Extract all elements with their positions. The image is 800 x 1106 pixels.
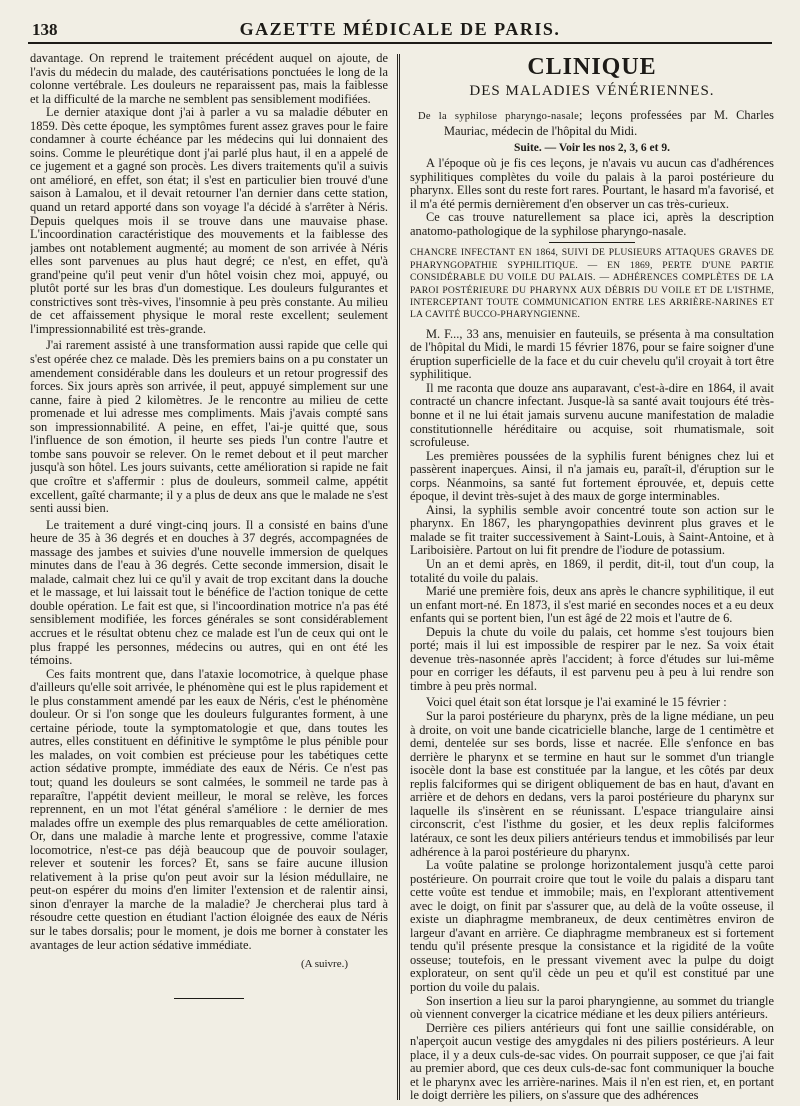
right-column	[410, 52, 774, 1102]
section-subtitle: DES MALADIES VÉNÉRIENNES.	[469, 83, 715, 99]
divider-rule	[549, 242, 635, 243]
paragraph: Son insertion a lieu sur la paroi pharyngienne, au sommet du triangle où viennent converger la cicatrice médiane et les deux piliers antérieurs.	[410, 993, 774, 1022]
paragraph: La voûte palatine se prolonge horizontalement jusqu'à cette paroi postérieure. On pourrait croire que tout le voile du palais a disparu tant cette voûte est tendue et immobile; mais, en l'explorant attentivement avec le doigt, on finit par s'assurer que, au delà de la voûte osseuse, il existe un diaphragme membraneux, de deux centimètres environ de largeur d'avant en arrière. Ce diaphragme membraneux est si fortement tendu qu'il présente presque la consistance et la rigidité de la voûte osseuse; toutefois, en le pressant vivement avec la pulpe du doigt explorateur, on sent qu'il cède un peu et qu'il est constitué par une portion du voile du palais.	[410, 858, 774, 994]
paragraph: Depuis la chute du voile du palais, cet homme s'est toujours bien porté; mais il lui est impossible de respirer par le nez. Sa voix était devenue très-nasonnée après l'accident; à force d'études sur lui-même pour en corriger les défauts, il est parvenu peu à peu à lui rendre son timbre à peu près normal.	[410, 624, 774, 693]
paragraph: Il me raconta que douze ans auparavant, c'est-à-dire en 1864, il avait contracté un chancre infectant. Jusque-là sa santé avait toujours été très-bonne et il ne lui était jamais survenu aucune manifestation de maladie constitutionnelle héréditaire ou acquise, soit rhumatismale, soit scrofuleuse.	[410, 380, 774, 450]
to-be-continued: (A suivre.)	[300, 958, 348, 971]
paragraph: Sur la paroi postérieure du pharynx, près de la ligne médiane, un peu à droite, on voit une bande cicatricielle blanche, large de 1 centimètre et demi, dentelée sur ses bords, lisse et nacrée. Elle s'enfonce en bas derrière le pharynx et se termine en haut sur le sommet d'un triangle isocèle dont la base est constituée par la langue, et les côtés par deux replis falciformes qui se dirigent obliquement de bas en haut, d'avant en arrière et de dehors en dedans, vers la paroi postérieure du pharynx sur laquelle ils s'insèrent en se réunissant. L'espace triangulaire ainsi circonscrit, c'est l'isthme du gosier, et les deux replis falciformes latéraux, ce sont les deux piliers antérieurs tendus et immobilisés par leur adhérence à la paroi postérieure du pharynx.	[410, 709, 774, 859]
left-column	[30, 52, 388, 1100]
paragraph: Ces faits montrent que, dans l'ataxie locomotrice, à quelque phase d'ailleurs qu'elle soit arrivée, le phénomène qui est le plus rapidement et le plus constamment amendé par les eaux de Néris, c'est le phénomène douleur. Or si l'on songe que les douleurs fulgurantes forment, à une certaine période, toute la symptomatologie et que, dans toutes les autres, elles constituent en définitive le symptôme le plus pénible pour les malades, on voit combien est précieuse pour les tabétiques cette action sédative prompte, immédiate des eaux de Néris. Ce n'est pas tout; quand les douleurs se sont calmées, le sommeil ne tarde pas à reparaître, l'appétit devient meilleur, le moral se relève, les forces reprennent, en un mot l'état général s'améliore : le dernier de mes malades offre un exemple des plus remarquables de cette amélioration. Or, dans une maladie à marche lente et progressive, comme l'ataxie locomotrice, n'est-ce pas déjà beaucoup que de pouvoir soulager, relever et soutenir les forces? Et, sans se faire aucune illusion relativement à la prise qu'on peut avoir sur la lésion médullaire, ne peut-on espérer du moins d'en limiter l'extension et de ralentir ainsi, sinon d'enrayer la marche de la maladie? Je chercherai plus tard à résoudre cette question en étudiant l'action éloignée des eaux de Néris sur le tabes dorsalis; pour le moment, je dois me borner à constater les avantages de leur action sédative immédiate.	[30, 666, 388, 952]
end-rule	[174, 998, 244, 999]
page-header	[28, 18, 772, 40]
paragraph: Un an et demi après, en 1869, il perdit, dit-il, tout d'un coup, la totalité du voile du palais.	[410, 557, 774, 585]
case-title: CHANCRE INFECTANT EN 1864, SUIVI DE PLUSIEURS ATTAQUES GRAVES DE PHARYNGOPATHIE SYPHILITIQUE. — EN 1869, PERTE D'UNE PARTIE CONSIDÉRABLE DU VOILE DU PALAIS. — ADHÉRENCES COMPLÈTES DE LA PAROI POSTÉRIEURE DU PHARYNX AUX DÉBRIS DU VOILE ET DE L'ISTHME, INTERCEPTANT TOUTE COMMUNICATION ENTRE LES ARRIÈRE-NARINES ET LA CAVITÉ BUCCO-PHARYNGIENNE.	[410, 247, 774, 321]
paragraph: M. F..., 33 ans, menuisier en fauteuils, se présenta à ma consultation de l'hôpital du Midi, le mardi 15 février 1876, pour se faire soigner d'une éruption superficielle de la face et du cuir chevelu qu'il croyait à tort être syphilitique.	[410, 326, 774, 382]
paragraph: Le traitement a duré vingt-cinq jours. Il a consisté en bains d'une heure de 35 à 36 degrés et en douches à 37 degrés, accompagnées de massage des jambes et suivies d'une nouvelle immersion de quelques minutes dans de l'eau à 36 degrés. Cette seconde immersion, disait le malade, calmait chez lui ce qu'il y avait de trop excitant dans la douche et le massage, et lui laissait tout le bénéfice de l'action tonique de cette double opération. Le fait est que, si l'incoordination motrice n'a pas été sensiblement modifiée, les forces générales se sont considérablement accrues et le résultat obtenu chez ce malade est l'un de ceux qui ont le plus frappé les personnes, médecins ou autres, qui en ont été les témoins.	[30, 517, 388, 668]
paragraph: Derrière ces piliers antérieurs qui font une saillie considérable, on n'aperçoit aucun vestige des amygdales ni des piliers postérieurs. A leur place, il y a deux culs-de-sac vides. On pourrait supposer, ce que j'ai fait au premier abord, que ces deux culs-de-sac font communiquer la bouche et le pharynx avec les arrière-narines. Mais il n'en est rien, et, en portant le doigt derrière les piliers, on s'assure que des adhérences	[410, 1020, 774, 1102]
section-title: CLINIQUE	[527, 54, 657, 80]
paragraph: Ainsi, la syphilis semble avoir concentré toute son action sur le pharynx. En 1867, les pharyngopathies devinrent plus graves et le malade se fit traiter successivement à Saint-Louis, à Saint-Antoine, et à Lariboisière. Partout on lui fit prendre de l'iodure de potassium.	[410, 502, 774, 558]
journal-title: GAZETTE MÉDICALE DE PARIS.	[239, 19, 561, 39]
paragraph: Voici quel était son état lorsque je l'ai examiné le 15 février :	[426, 695, 727, 710]
header-rule	[28, 42, 772, 44]
lecture-title-rest: ; leçons professées par M. Charles Mauriac, médecin de l'hôpital du Midi.	[444, 108, 774, 138]
suite-line: Suite. — Voir les nos 2, 3, 6 et 9.	[513, 142, 670, 154]
page-number: 138	[32, 20, 58, 39]
paragraph: J'ai rarement assisté à une transformation aussi rapide que celle qui s'est opérée chez ce malade. Dès les premiers bains on a pu constater un amendement considérable dans les douleurs et un retour progressif des forces. Six jours après son arrivée, il peut, appuyé simplement sur une canne, faire à pied 2 kilomètres. Je le rencontre au milieu de cette promenade et lui adresse mes compliments. Mais j'avais compté sans son impressionnabilité. A peine, en effet, l'ai-je quitté que, sous l'influence de son émotion, il heurte ses pieds l'un contre l'autre et tombe sans pouvoir se relever. On le remet debout et il peut marcher jusqu'à son hôtel. Les jours suivants, cette amélioration si rapide ne fait que croître et s'affermir : plus de douleurs, sommeil calme, appétit excellent, gaîté charmante; il y a plus de deux ans que le malade ne s'est senti aussi bien.	[30, 338, 388, 516]
paragraph: Le dernier ataxique dont j'ai à parler a vu sa maladie débuter en 1859. Dès cette époque, les symptômes furent assez graves pour le faire condamner à courte échéance par les médecins qui lui donnaient des soins. Comme le pleurétique dont j'ai parlé plus haut, il en a appelé de ce jugement et a gagné son procès. Les divers traitements qu'il a suivis ont amélioré, en effet, son état; il s'est en particulier bien trouvé d'une saison à Lamalou, et il devait retourner l'an dernier dans cette station, quand un retard apporté dans son voyage l'a décidé à s'arrêter à Néris. Depuis quelques mois il se trouve dans une mauvaise phase. L'incoordination caractéristique des mouvements et la faiblesse des jambes ont notablement augmenté; au moment de son arrivée à Néris elles sont parvenues au plus haut degré; ce n'est, en effet, qu'à grand'peine qu'il peut venir d'un hôtel voisin chez moi, appuyé, ou plutôt porté sur les bras d'un domestique. Les douleurs fulgurantes et constrictives sont très-vives, l'insomnie à peu près constante. Au milieu de cet affaissement physique le moral reste excellent; seulement l'impressionnabilité est très-grande.	[30, 105, 388, 336]
paragraph: Marié une première fois, deux ans après le chancre syphilitique, il eut un enfant mort-né. En 1873, il s'est marié en secondes noces et a eu deux enfants qui se portent bien, l'un est âgé de 22 mois et l'autre de 6.	[410, 584, 774, 626]
paragraph: davantage. On reprend le traitement précédent auquel on ajoute, de l'avis du médecin du malade, des cautérisations ponctuées le long de la colonne vertébrale. Les douleurs ne reparaissent pas, mais la faiblesse et la difficulté de la marche ne semblent pas sensiblement modifiées.	[30, 52, 388, 106]
paragraph: Ce cas trouve naturellement sa place ici, après la description anatomo-pathologique de la syphilose pharyngo-nasale.	[410, 210, 774, 238]
paragraph: Les premières poussées de la syphilis furent bénignes chez lui et passèrent inaperçues. Ainsi, il n'a jamais eu, paraît-il, d'éruption sur le corps. Néanmoins, sa santé fut fortement éprouvée, et, depuis cette époque, il devint très-sujet à des maux de gorge interminables.	[410, 448, 774, 504]
lecture-title	[410, 108, 774, 138]
paragraph: A l'époque où je fis ces leçons, je n'avais vu aucun cas d'adhérences syphilitiques complètes du voile du palais à la paroi postérieure du pharynx. Elles sont du reste fort rares. Pourtant, le hasard m'a favorisé, et il m'a été permis dernièrement d'en observer un cas très-curieux.	[410, 156, 774, 211]
column-divider	[397, 54, 400, 1100]
lecture-title-lead: De la syphilose pharyngo-nasale	[418, 111, 580, 122]
